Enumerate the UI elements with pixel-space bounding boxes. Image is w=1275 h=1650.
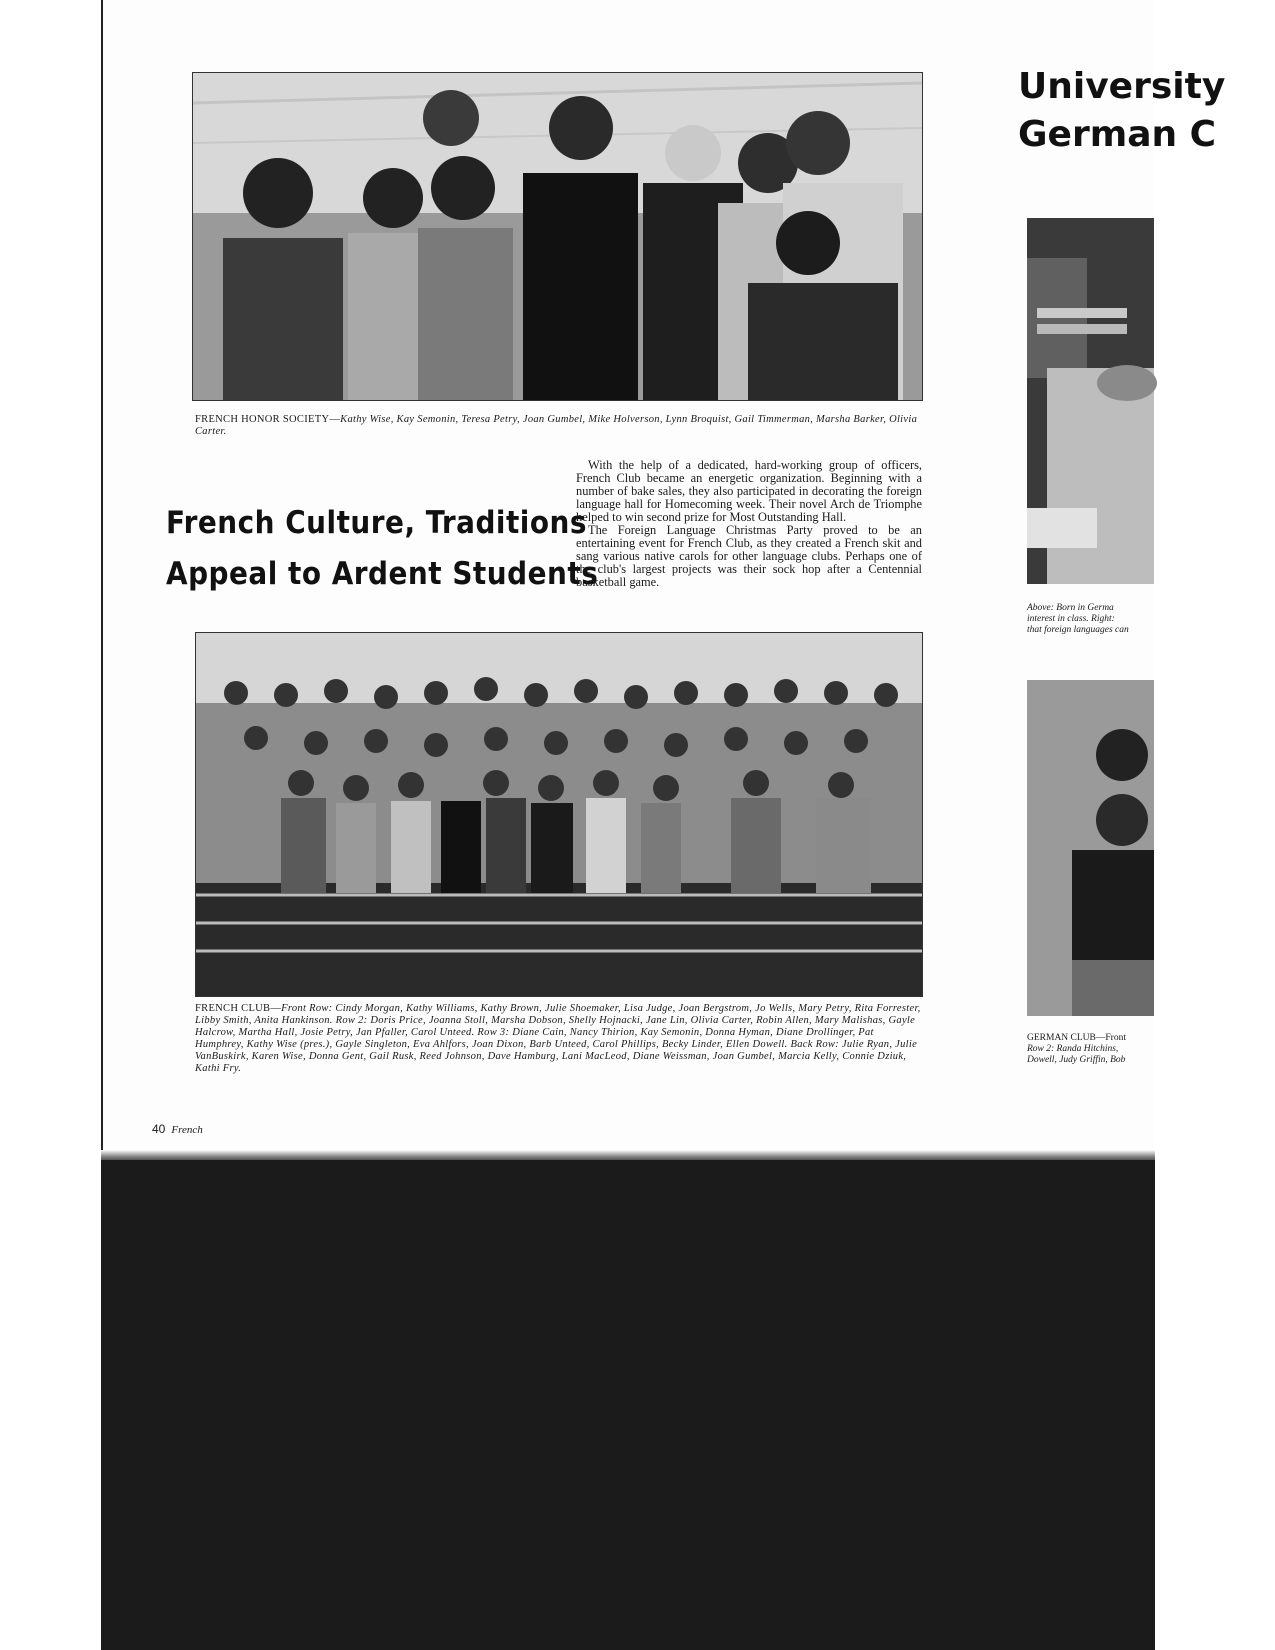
honor-society-caption-names: Kathy Wise, Kay Semonin, Teresa Petry, Joan Gumbel, Mike Holverson, Lynn Broquist, Gail Timmerman, Marsha Barker, Olivia Carter.: [195, 414, 918, 437]
article-body: [576, 459, 922, 589]
facing-photo-caption: [1027, 603, 1153, 636]
page-folio: [152, 1122, 203, 1137]
facing-title-line-1: University: [1018, 66, 1226, 107]
french-club-caption: [195, 1003, 921, 1075]
french-club-caption-names: Front Row: Cindy Morgan, Kathy Williams, Kathy Brown, Julie Shoemaker, Lisa Judge, Joan Bergstrom, Jo Wells, Mary Petry, Rita Forrester, Libby Smith, Anita Hankinson. Row 2: Doris Price, Joanna Stoll, Marsha Dobson, Shelly Hojnacki, Jane Lin, Olivia Carter, Robin Allen, Mary Malishas, Gayle Halcrow, Martha Hall, Josie Petry, Jan Pfaller, Carol Unteed. Row 3: Diane Cain, Nancy Thirion, Kay Semonin, Donna Hyman, Diane Drollinger, Pat Humphrey, Kathy Wise (pres.), Gayle Singleton, Eva Ahlfors, Joan Dixon, Barb Unteed, Carol Phillips, Becky Linder, Ellen Dowell. Back Row: Julie Ryan, Julie VanBuskirk, Karen Wise, Donna Gent, Gail Rusk, Reed Johnson, Dave Hamburg, Lani MacLeod, Diane Weissman, Joan Gumbel, Marcia Kelly, Connie Dziuk, Kathi Fry.: [195, 1003, 921, 1074]
facing-photo-top: [1027, 218, 1154, 584]
facing-photo-bottom: [1027, 680, 1154, 1016]
scanner-background: [101, 1160, 1155, 1650]
facing-photo-caption-line: that foreign languages can: [1027, 625, 1129, 635]
page-section: French: [171, 1124, 203, 1136]
honor-society-caption-label: FRENCH HONOR SOCIETY—: [195, 414, 341, 425]
honor-society-photo: [192, 72, 923, 401]
french-club-photo: [195, 632, 923, 997]
german-club-caption-line: Row 2: Randa Hitchins,: [1027, 1044, 1119, 1054]
french-club-caption-label: FRENCH CLUB—: [195, 1003, 282, 1014]
facing-photo-caption-line: Above: Born in Germa: [1027, 603, 1114, 613]
german-club-caption: [1027, 1033, 1153, 1066]
german-club-caption-line: GERMAN CLUB—Front: [1027, 1033, 1126, 1043]
german-club-caption-line: Dowell, Judy Griffin, Bob: [1027, 1055, 1126, 1065]
facing-title-line-2: German C: [1018, 114, 1217, 155]
honor-society-caption: [195, 414, 921, 438]
page-number: 40: [152, 1122, 166, 1136]
headline-line-1: French Culture, Traditions: [166, 505, 587, 541]
headline-line-2: Appeal to Ardent Students: [166, 556, 599, 592]
facing-photo-caption-line: interest in class. Right:: [1027, 614, 1115, 624]
article-paragraph: With the help of a dedicated, hard-working group of officers, French Club became an energetic organization. Beginning with a number of bake sales, they also participated in decorating the foreign language hall for Homecoming week. Their novel Arch de Triomphe helped to win second prize for Most Outstanding Hall.: [576, 458, 922, 524]
article-paragraph: The Foreign Language Christmas Party proved to be an entertaining event for French Club, as they created a French skit and sang various native carols for other language clubs. Perhaps one of the club's largest projects was their sock hop after a Centennial basketball game.: [576, 523, 922, 589]
